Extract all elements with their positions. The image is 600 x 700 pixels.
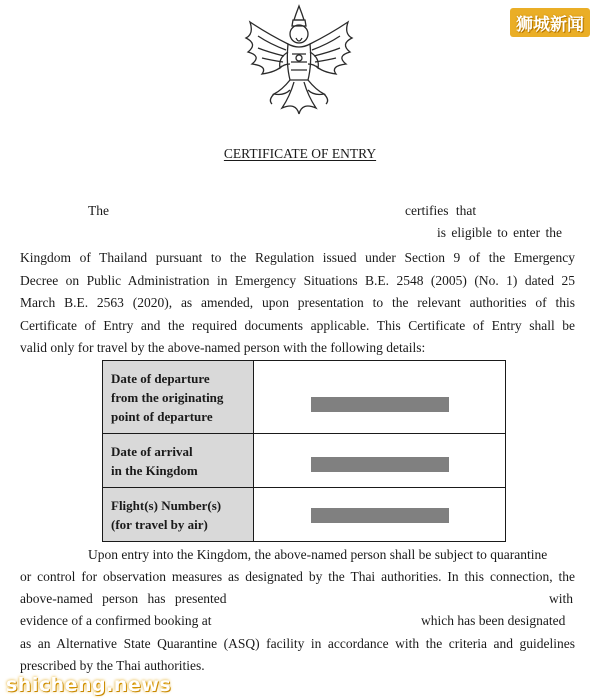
page-title: CERTIFICATE OF ENTRY xyxy=(223,146,377,161)
paragraph2-line4-left: evidence of a confirmed booking at xyxy=(20,613,212,628)
intro-certifies: certifies that xyxy=(405,203,477,218)
intro-eligible: is eligible to enter the xyxy=(437,225,562,240)
garuda-emblem-icon xyxy=(238,4,360,116)
flight-number-value xyxy=(254,488,506,542)
paragraph-line: Certificate of Entry and the required documents applicable. This Certificate of Entry shall be xyxy=(20,317,575,333)
paragraph2-line6: prescribed by the Thai authorities. xyxy=(20,658,205,673)
paragraph-line: Kingdom of Thailand pursuant to the Regulation issued under Section 9 of the Emergency xyxy=(20,250,575,265)
paragraph-line: valid only for travel by the above-named person with the following details: xyxy=(20,340,426,355)
table-row xyxy=(103,488,506,542)
paragraph2-line3-left: above-named person has presented xyxy=(20,591,227,606)
paragraph-line: Decree on Public Administration in Emergency Situations B.E. 2548 (2005) (No. 1) dated 25 xyxy=(20,272,575,288)
paragraph2-line5: as an Alternative State Quarantine (ASQ) facility in accordance with the criteria and guidelines xyxy=(20,636,575,651)
arrival-date-label: Date of arrival in the Kingdom xyxy=(103,434,254,488)
paragraph2-line4-right: which has been designated xyxy=(421,613,566,628)
paragraph2-line3-right: with xyxy=(549,591,574,606)
flight-number-label: Flight(s) Number(s) (for travel by air) xyxy=(103,488,254,542)
table-row xyxy=(103,434,506,488)
paragraph2-line1: Upon entry into the Kingdom, the above-named person shall be subject to quarantine xyxy=(88,547,548,562)
intro-the: The xyxy=(88,203,109,218)
paragraph-line: March B.E. 2563 (2020), as amended, upon presentation to the relevant authorities of this xyxy=(20,295,575,310)
table-row xyxy=(103,361,506,434)
watermark-top: 狮城新闻 xyxy=(510,8,590,37)
watermark-bottom: shicheng.news xyxy=(6,674,172,696)
paragraph-main xyxy=(20,247,575,360)
arrival-date-value xyxy=(254,434,506,488)
departure-date-value xyxy=(254,361,506,434)
paragraph2-line2: or control for observation measures as designated by the Thai authorities. In this connection, the xyxy=(20,569,575,584)
travel-details-table xyxy=(102,360,506,542)
departure-date-label: Date of departure from the originating point of departure xyxy=(103,361,254,434)
redaction-bar xyxy=(311,457,449,472)
redaction-bar xyxy=(311,397,449,412)
redaction-bar xyxy=(311,508,449,523)
